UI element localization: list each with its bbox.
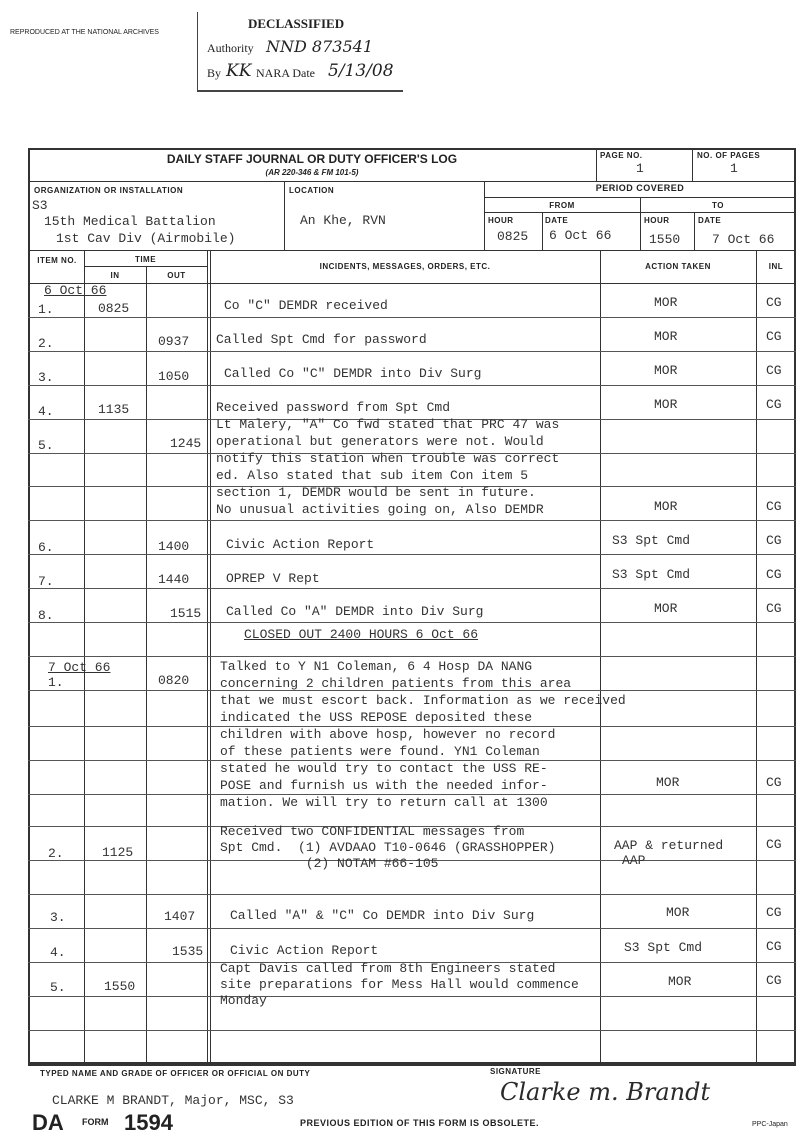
entry-text: Civic Action Report (230, 943, 379, 958)
entry-initials: CG (766, 567, 782, 582)
entry-initials: CG (766, 499, 782, 514)
entry-initials: CG (766, 397, 782, 412)
col-in-label: IN (110, 271, 120, 280)
pages-value: 1 (730, 161, 738, 176)
period-to-label: TO (712, 201, 724, 210)
stamp-nara-label: NARA Date (256, 66, 315, 80)
entry-time-out: 1050 (158, 369, 190, 384)
entry-text-line: section 1, DEMDR would be sent in future. (216, 485, 536, 500)
form-da: DA (32, 1110, 64, 1135)
entry-initials: CG (766, 601, 782, 616)
org-label: ORGANIZATION OR INSTALLATION (34, 186, 184, 195)
entry-action-2: AAP (622, 853, 646, 868)
entry-action: MOR (654, 363, 678, 378)
entry-text-line: Talked to Y N1 Coleman, 6 4 Hosp DA NANG (220, 659, 533, 674)
log-date-2: 7 Oct 66 (48, 660, 111, 675)
entry-text-line: children with above hosp, however no record (220, 727, 556, 742)
entry-text: Called "A" & "C" Co DEMDR into Div Surg (230, 908, 535, 923)
row-rule (28, 385, 796, 386)
row-rule (28, 317, 796, 318)
entry-time-out: 1535 (172, 944, 204, 959)
entry-text-line: POSE and furnish us with the needed infor- (220, 778, 548, 793)
entry-text-line: Spt Cmd. (1) AVDAAO T10-0646 (GRASSHOPPER) (220, 840, 556, 855)
form-number: 1594 (124, 1110, 173, 1135)
entry-item: 2. (48, 846, 64, 861)
entry-text: OPREP V Rept (226, 571, 320, 586)
declassified-stamp (197, 12, 403, 92)
officer-signature: Clarke m. Brandt (500, 1078, 711, 1106)
entry-time-out: 1515 (170, 606, 202, 621)
from-hour-label: HOUR (488, 216, 514, 225)
location-label: LOCATION (289, 186, 335, 195)
stamp-by-label: By (207, 66, 222, 80)
row-rule (28, 520, 796, 521)
entry-text: Called Co "C" DEMDR into Div Surg (224, 366, 482, 381)
stamp-by-value: KK (226, 61, 252, 81)
to-date-label: DATE (698, 216, 722, 225)
entry-text-line: Received two CONFIDENTIAL messages from (220, 824, 525, 839)
archive-note: REPRODUCED AT THE NATIONAL ARCHIVES (10, 29, 159, 36)
entry-text-line: that we must escort back. Information as we received (220, 693, 626, 708)
row-rule (28, 996, 796, 997)
entry-text-line: concerning 2 children patients from this area (220, 676, 572, 691)
form-subtitle: (AR 220-346 & FM 101-5) (265, 168, 359, 177)
from-hour-value: 0825 (497, 229, 529, 244)
entry-text-line: of these patients were found. YN1 Coleman (220, 744, 540, 759)
closed-out-note: CLOSED OUT 2400 HOURS 6 Oct 66 (244, 627, 479, 642)
entry-action: S3 Spt Cmd (612, 533, 691, 548)
entry-item: 2. (38, 336, 54, 351)
col-action-label: ACTION TAKEN (645, 262, 711, 271)
entry-action: S3 Spt Cmd (612, 567, 691, 582)
entry-text: Civic Action Report (226, 537, 375, 552)
org-line2: 15th Medical Battalion (44, 214, 216, 229)
entry-text-line: ed. Also stated that sub item Con item 5 (216, 468, 529, 483)
to-date-value: 7 Oct 66 (712, 232, 775, 247)
form-title: DAILY STAFF JOURNAL OR DUTY OFFICER'S LOG (166, 152, 458, 166)
entry-text: Called Spt Cmd for password (216, 332, 427, 347)
row-rule (28, 928, 796, 929)
entry-text: Co "C" DEMDR received (224, 298, 388, 313)
location-value: An Khe, RVN (300, 213, 386, 228)
entry-time-in: 0825 (98, 301, 130, 316)
entry-item: 4. (38, 404, 54, 419)
row-rule (28, 622, 796, 623)
col-item-label: ITEM NO. (37, 256, 77, 265)
entry-text-line: Lt Malery, "A" Co fwd stated that PRC 47 was (216, 417, 560, 432)
ppc-japan: PPC-Japan (752, 1121, 788, 1128)
entry-time-out: 1407 (164, 909, 196, 924)
entry-item: 3. (50, 910, 66, 925)
previous-edition-note: PREVIOUS EDITION OF THIS FORM IS OBSOLETE. (300, 1118, 540, 1128)
to-hour-value: 1550 (649, 232, 681, 247)
entry-text-line: stated he would try to contact the USS RE- (220, 761, 548, 776)
col-inl-label: INL (768, 262, 784, 271)
entry-time-out: 0937 (158, 334, 190, 349)
entry-action: MOR (654, 499, 678, 514)
entry-initials: CG (766, 775, 782, 790)
entry-initials: CG (766, 905, 782, 920)
entry-text-line: site preparations for Mess Hall would commence (220, 977, 579, 992)
entry-text-line: operational but generators were not. Would (216, 434, 544, 449)
col-time-label: TIME (134, 255, 157, 264)
entry-time-out: 1440 (158, 572, 190, 587)
row-rule (28, 351, 796, 352)
stamp-title: DECLASSIFIED (248, 16, 345, 31)
entry-item: 5. (50, 980, 66, 995)
from-date-value: 6 Oct 66 (549, 228, 612, 243)
entry-time-in: 1135 (98, 402, 130, 417)
entry-item: 8. (38, 608, 54, 623)
entry-text: Received password from Spt Cmd (216, 400, 451, 415)
entry-text: Called Co "A" DEMDR into Div Surg (226, 604, 484, 619)
entry-initials: CG (766, 973, 782, 988)
entry-action: MOR (654, 295, 678, 310)
stamp-authority-label: Authority (207, 41, 254, 55)
entry-initials: CG (766, 363, 782, 378)
stamp-date-value: 5/13/08 (328, 61, 394, 81)
entry-item: 3. (38, 370, 54, 385)
entry-item: 1. (38, 302, 54, 317)
signature-label: SIGNATURE (490, 1067, 542, 1076)
entry-action: MOR (656, 775, 680, 790)
entry-action: MOR (666, 905, 690, 920)
form-label: FORM (82, 1117, 109, 1127)
entry-initials: CG (766, 939, 782, 954)
entry-text-line: notify this station when trouble was correct (216, 451, 560, 466)
entry-text-line: No unusual activities going on, Also DEMDR (216, 502, 544, 517)
row-rule (28, 1030, 796, 1031)
entry-action: S3 Spt Cmd (624, 940, 703, 955)
entry-item: 4. (50, 945, 66, 960)
entry-time-in: 1125 (102, 845, 134, 860)
pages-label: NO. OF PAGES (697, 151, 761, 160)
entry-text-line: (2) NOTAM #66-105 (220, 856, 439, 871)
to-hour-label: HOUR (644, 216, 670, 225)
row-rule (28, 588, 796, 589)
entry-item: 5. (38, 438, 54, 453)
entry-time-out: 0820 (158, 673, 190, 688)
page-no-value: 1 (636, 161, 644, 176)
entry-text-line: Capt Davis called from 8th Engineers stated (220, 961, 556, 976)
from-date-label: DATE (545, 216, 569, 225)
entry-time-in: 1550 (104, 979, 136, 994)
entry-action: MOR (654, 601, 678, 616)
row-rule (28, 656, 796, 657)
entry-time-out: 1400 (158, 539, 190, 554)
entry-text-line: mation. We will try to return call at 1300 (220, 795, 548, 810)
row-rule (28, 894, 796, 895)
entry-initials: CG (766, 329, 782, 344)
entry-action: MOR (668, 974, 692, 989)
entry-initials: CG (766, 295, 782, 310)
entry-action: AAP & returned (614, 838, 724, 853)
entry-item: 7. (38, 574, 54, 589)
entry-item: 1. (48, 675, 64, 690)
col-out-label: OUT (167, 271, 186, 280)
entry-initials: CG (766, 837, 782, 852)
entry-action: MOR (654, 397, 678, 412)
entry-text-line: Monday (220, 993, 267, 1008)
stamp-authority-value: NND 873541 (266, 37, 373, 56)
period-label: PERIOD COVERED (595, 183, 685, 193)
entry-initials: CG (766, 533, 782, 548)
org-line3: 1st Cav Div (Airmobile) (56, 231, 236, 246)
page-no-label: PAGE NO. (600, 151, 643, 160)
typed-name-value: CLARKE M BRANDT, Major, MSC, S3 (52, 1093, 294, 1108)
entry-item: 6. (38, 540, 54, 555)
org-line1: S3 (32, 198, 48, 213)
typed-name-label: TYPED NAME AND GRADE OF OFFICER OR OFFICIAL ON DUTY (40, 1069, 311, 1078)
entry-action: MOR (654, 329, 678, 344)
row-rule (28, 554, 796, 555)
entry-time-out: 1245 (170, 436, 202, 451)
log-date-1: 6 Oct 66 (44, 283, 107, 298)
entry-text-line: indicated the USS REPOSE deposited these (220, 710, 533, 725)
period-from-label: FROM (549, 201, 575, 210)
col-incidents-label: INCIDENTS, MESSAGES, ORDERS, ETC. (319, 262, 491, 271)
